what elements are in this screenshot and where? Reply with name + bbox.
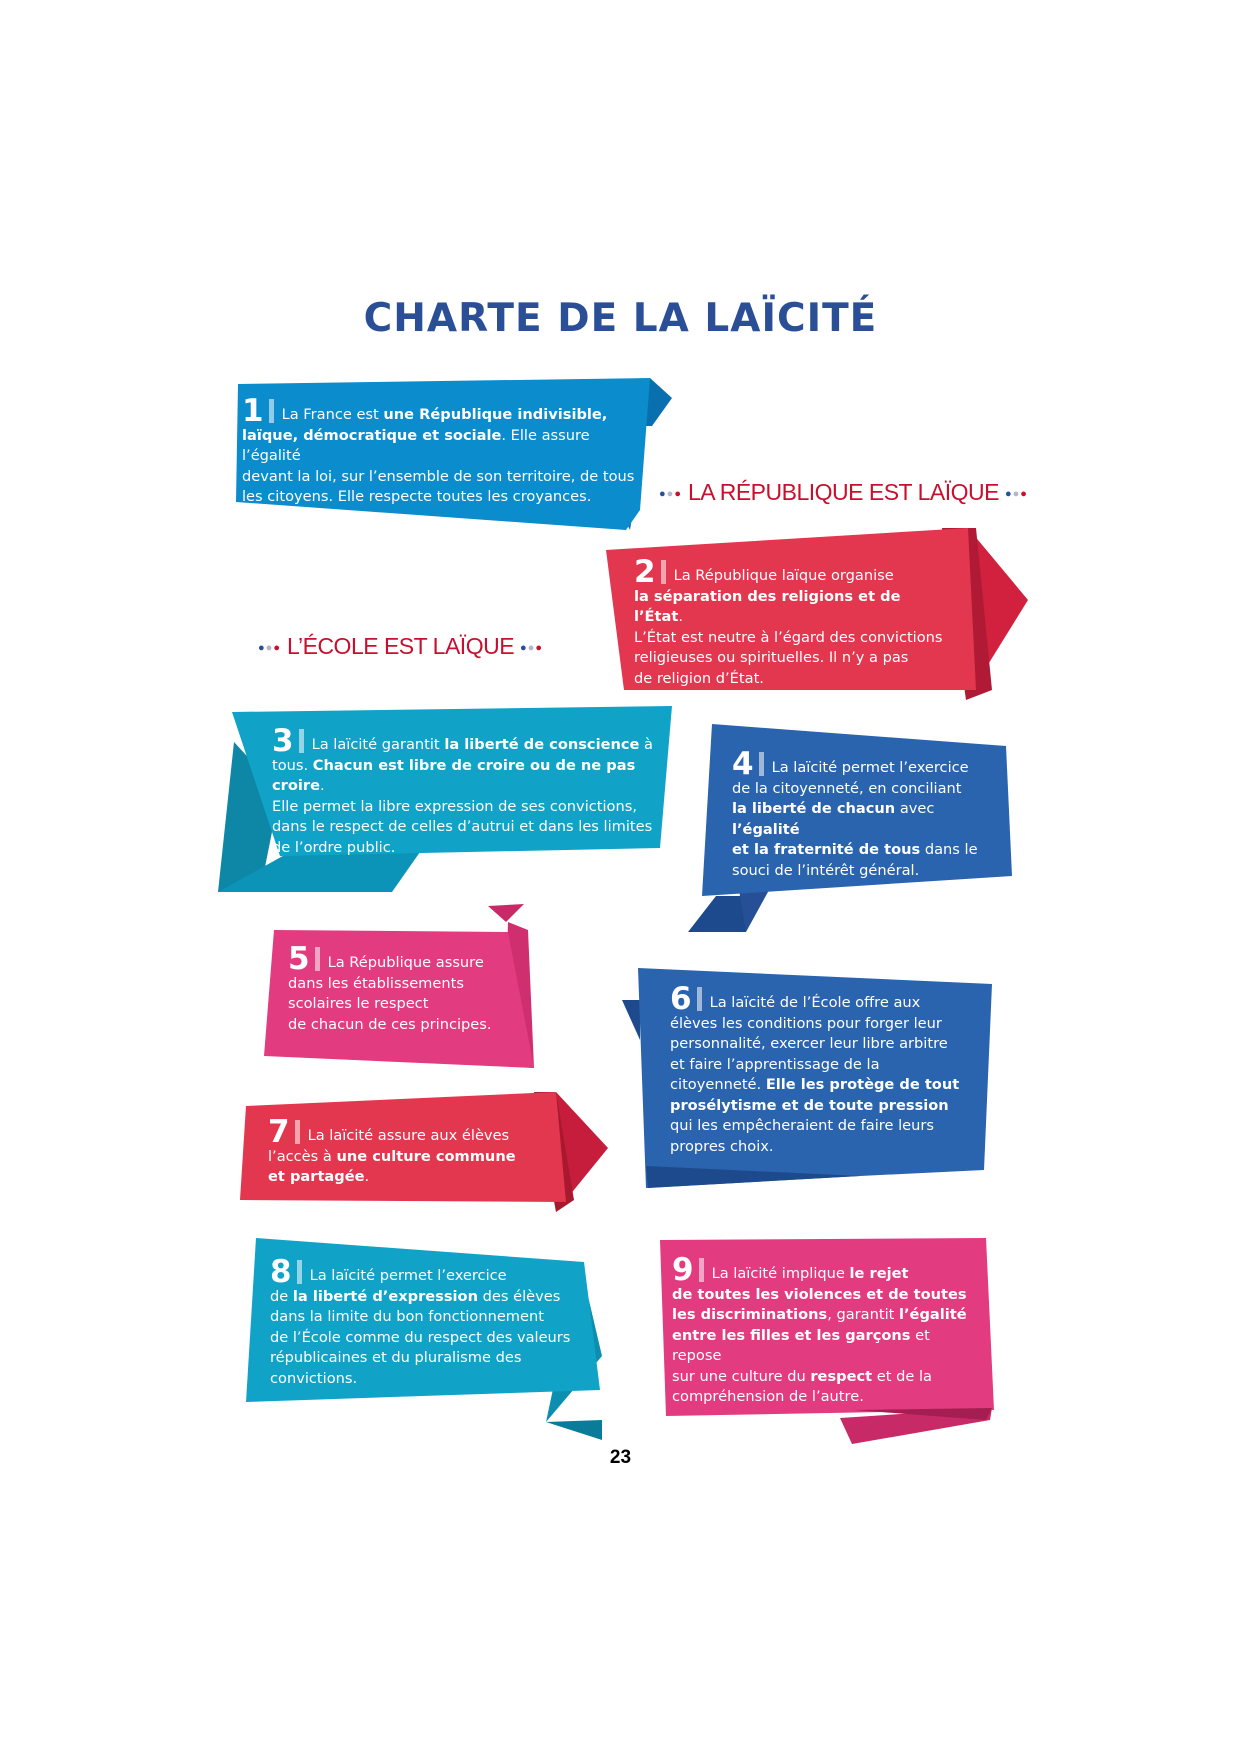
article-1 bbox=[242, 393, 642, 508]
article-text: et repose bbox=[672, 1326, 930, 1364]
number-divider-bar bbox=[759, 752, 764, 776]
article-emphasis: Elle les protège de tout bbox=[765, 1076, 960, 1093]
article-line bbox=[268, 1167, 538, 1188]
article-emphasis: la liberté d’expression bbox=[292, 1287, 478, 1305]
article-emphasis: les discriminations bbox=[672, 1306, 828, 1323]
article-text: La laïcité permet l’exercice bbox=[309, 1267, 507, 1284]
article-6 bbox=[670, 981, 970, 1157]
article-line bbox=[270, 1328, 590, 1349]
article-number: 5 bbox=[288, 941, 310, 977]
decorative-dots-right: ●●● bbox=[520, 641, 544, 654]
article-text: dans la limite du bon fonctionnement bbox=[270, 1308, 544, 1325]
article-text: scolaires le respect bbox=[288, 995, 429, 1012]
article-line bbox=[242, 487, 642, 508]
decorative-dots-left: ●●● bbox=[659, 487, 682, 500]
article-text: convictions. bbox=[270, 1369, 358, 1387]
article-text: l’accès à bbox=[268, 1147, 337, 1165]
article-text: . bbox=[364, 1168, 370, 1185]
article-number: 7 bbox=[268, 1114, 290, 1150]
article-text: L’État est neutre à l’égard des convictions bbox=[634, 628, 943, 646]
article-line bbox=[242, 426, 642, 467]
article-text: avec bbox=[895, 800, 935, 817]
article-text: La laïcité assure aux élèves bbox=[307, 1127, 510, 1144]
article-text: qui les empêcheraient de faire leurs bbox=[670, 1117, 934, 1134]
article-2 bbox=[634, 554, 954, 689]
article-7 bbox=[268, 1114, 538, 1188]
article-text: La laïcité permet l’exercice bbox=[771, 759, 969, 776]
article-line bbox=[670, 1137, 970, 1158]
article-text: et faire l’apprentissage de la bbox=[670, 1055, 880, 1073]
article-text: et de la bbox=[872, 1367, 932, 1385]
article-line bbox=[670, 1075, 970, 1096]
article-text: La France est bbox=[281, 406, 384, 423]
article-line bbox=[634, 628, 954, 649]
article-text: , garantit bbox=[827, 1306, 900, 1323]
article-line bbox=[272, 817, 662, 838]
article-text: de religion d’État. bbox=[634, 669, 764, 687]
article-line bbox=[732, 746, 1002, 782]
article-emphasis: et partagée bbox=[268, 1168, 365, 1185]
article-line bbox=[634, 587, 954, 628]
article-5 bbox=[288, 941, 518, 1035]
article-emphasis: l’égalité bbox=[899, 1306, 967, 1323]
article-emphasis: le rejet bbox=[849, 1265, 909, 1282]
article-emphasis: laïque, démocratique et sociale bbox=[242, 426, 502, 444]
article-line bbox=[270, 1254, 590, 1290]
article-line bbox=[242, 467, 642, 488]
article-line bbox=[272, 838, 662, 859]
article-emphasis: la liberté de chacun bbox=[732, 800, 896, 817]
article-text: La laïcité implique bbox=[711, 1265, 850, 1282]
article-line bbox=[670, 1014, 970, 1035]
number-divider-bar bbox=[699, 1258, 704, 1282]
article-line bbox=[268, 1114, 538, 1150]
section-label-ecole-text: L’ÉCOLE EST LAÏQUE bbox=[286, 633, 515, 659]
article-line bbox=[270, 1287, 590, 1308]
article-3 bbox=[272, 723, 662, 858]
section-label-republique-text: LA RÉPUBLIQUE EST LAÏQUE bbox=[687, 479, 999, 505]
article-number: 1 bbox=[242, 393, 264, 429]
article-number: 3 bbox=[272, 723, 294, 759]
article-line bbox=[672, 1326, 982, 1367]
article-line bbox=[672, 1285, 982, 1306]
article-text: La République laïque organise bbox=[673, 567, 894, 584]
article-8 bbox=[270, 1254, 590, 1389]
article-9 bbox=[672, 1252, 982, 1408]
article-text: républicaines et du pluralisme des bbox=[270, 1349, 522, 1366]
article-text: Elle permet la libre expression de ses convictions, bbox=[272, 797, 637, 815]
article-text: à bbox=[639, 736, 654, 753]
decorative-dots-left: ●●● bbox=[258, 641, 281, 654]
article-line bbox=[732, 779, 1002, 800]
article-number: 9 bbox=[672, 1252, 694, 1288]
article-text: La laïcité garantit bbox=[311, 736, 445, 753]
article-number: 2 bbox=[634, 554, 656, 590]
number-divider-bar bbox=[315, 947, 320, 971]
page-title: CHARTE DE LA LAÏCITÉ bbox=[363, 296, 878, 341]
article-emphasis: la séparation des religions et de l’État bbox=[634, 587, 901, 625]
article-line bbox=[268, 1147, 538, 1168]
article-emphasis: de toutes les violences et de toutes bbox=[672, 1285, 967, 1303]
article-text: de la citoyenneté, en conciliant bbox=[732, 779, 962, 797]
article-text: sur une culture du bbox=[672, 1367, 811, 1385]
article-line bbox=[634, 669, 954, 690]
article-number: 4 bbox=[732, 746, 754, 782]
article-emphasis: Chacun est libre de croire ou de ne pas croire bbox=[272, 756, 636, 794]
article-line bbox=[670, 1055, 970, 1076]
article-text: dans les établissements bbox=[288, 974, 464, 992]
article-emphasis: la liberté de conscience bbox=[444, 736, 640, 753]
article-text: citoyenneté. bbox=[670, 1076, 766, 1093]
article-line bbox=[634, 648, 954, 669]
article-text: . bbox=[678, 608, 683, 625]
article-line bbox=[288, 1015, 518, 1036]
article-line bbox=[270, 1348, 590, 1369]
number-divider-bar bbox=[661, 560, 666, 584]
article-emphasis: l’égalité bbox=[732, 820, 800, 838]
article-line bbox=[670, 1034, 970, 1055]
article-text: de l’École comme du respect des valeurs bbox=[270, 1328, 571, 1346]
number-divider-bar bbox=[295, 1120, 300, 1144]
number-divider-bar bbox=[269, 399, 274, 423]
number-divider-bar bbox=[697, 987, 702, 1011]
article-text: propres choix. bbox=[670, 1137, 774, 1155]
article-line bbox=[272, 723, 662, 759]
article-line bbox=[672, 1367, 982, 1388]
article-line bbox=[270, 1369, 590, 1390]
article-line bbox=[288, 994, 518, 1015]
article-emphasis: entre les filles et les garçons bbox=[672, 1326, 911, 1344]
article-text: dans le bbox=[920, 841, 978, 858]
article-text: de chacun de ces principes. bbox=[288, 1015, 492, 1033]
article-emphasis: respect bbox=[810, 1367, 873, 1385]
article-text: personnalité, exercer leur libre arbitre bbox=[670, 1035, 948, 1052]
article-text: des élèves bbox=[477, 1287, 561, 1305]
article-line bbox=[242, 393, 642, 429]
article-text: compréhension de l’autre. bbox=[672, 1388, 864, 1405]
article-line bbox=[670, 1116, 970, 1137]
article-emphasis: et la fraternité de tous bbox=[732, 841, 921, 858]
article-text: dans le respect de celles d’autrui et dans les limites bbox=[272, 818, 653, 835]
article-line bbox=[672, 1305, 982, 1326]
article-line bbox=[288, 941, 518, 977]
article-line bbox=[672, 1252, 982, 1288]
article-line bbox=[288, 974, 518, 995]
article-emphasis: prosélytisme et de toute pression bbox=[670, 1096, 949, 1114]
article-text: tous. bbox=[272, 756, 313, 774]
article-text: souci de l’intérêt général. bbox=[732, 861, 920, 879]
article-text: élèves les conditions pour forger leur bbox=[670, 1014, 942, 1032]
article-text: La laïcité de l’École offre aux bbox=[709, 994, 921, 1011]
article-line bbox=[272, 756, 662, 797]
number-divider-bar bbox=[297, 1260, 302, 1284]
article-line bbox=[732, 799, 1002, 840]
article-line bbox=[634, 554, 954, 590]
article-line bbox=[270, 1307, 590, 1328]
article-text: les citoyens. Elle respecte toutes les croyances. bbox=[242, 488, 592, 505]
article-line bbox=[670, 981, 970, 1017]
article-emphasis: une République indivisible, bbox=[383, 406, 608, 423]
article-text: devant la loi, sur l’ensemble de son territoire, de tous bbox=[242, 467, 635, 485]
article-number: 6 bbox=[670, 981, 692, 1017]
article-text: . bbox=[319, 777, 325, 794]
article-line bbox=[732, 840, 1002, 861]
article-line bbox=[672, 1387, 982, 1408]
article-text: La République assure bbox=[327, 954, 484, 971]
article-line bbox=[272, 797, 662, 818]
number-divider-bar bbox=[299, 729, 304, 753]
article-line bbox=[670, 1096, 970, 1117]
article-text: de bbox=[270, 1287, 293, 1305]
article-text: de l’ordre public. bbox=[272, 838, 396, 856]
article-line bbox=[732, 861, 1002, 882]
article-emphasis: une culture commune bbox=[336, 1147, 516, 1165]
article-text: . Elle assure l’égalité bbox=[242, 426, 590, 464]
article-4 bbox=[732, 746, 1002, 881]
article-number: 8 bbox=[270, 1254, 292, 1290]
page-number: 23 bbox=[609, 1447, 632, 1468]
article-text: religieuses ou spirituelles. Il n’y a pas bbox=[634, 649, 909, 666]
decorative-dots-right: ●●● bbox=[1004, 487, 1028, 500]
